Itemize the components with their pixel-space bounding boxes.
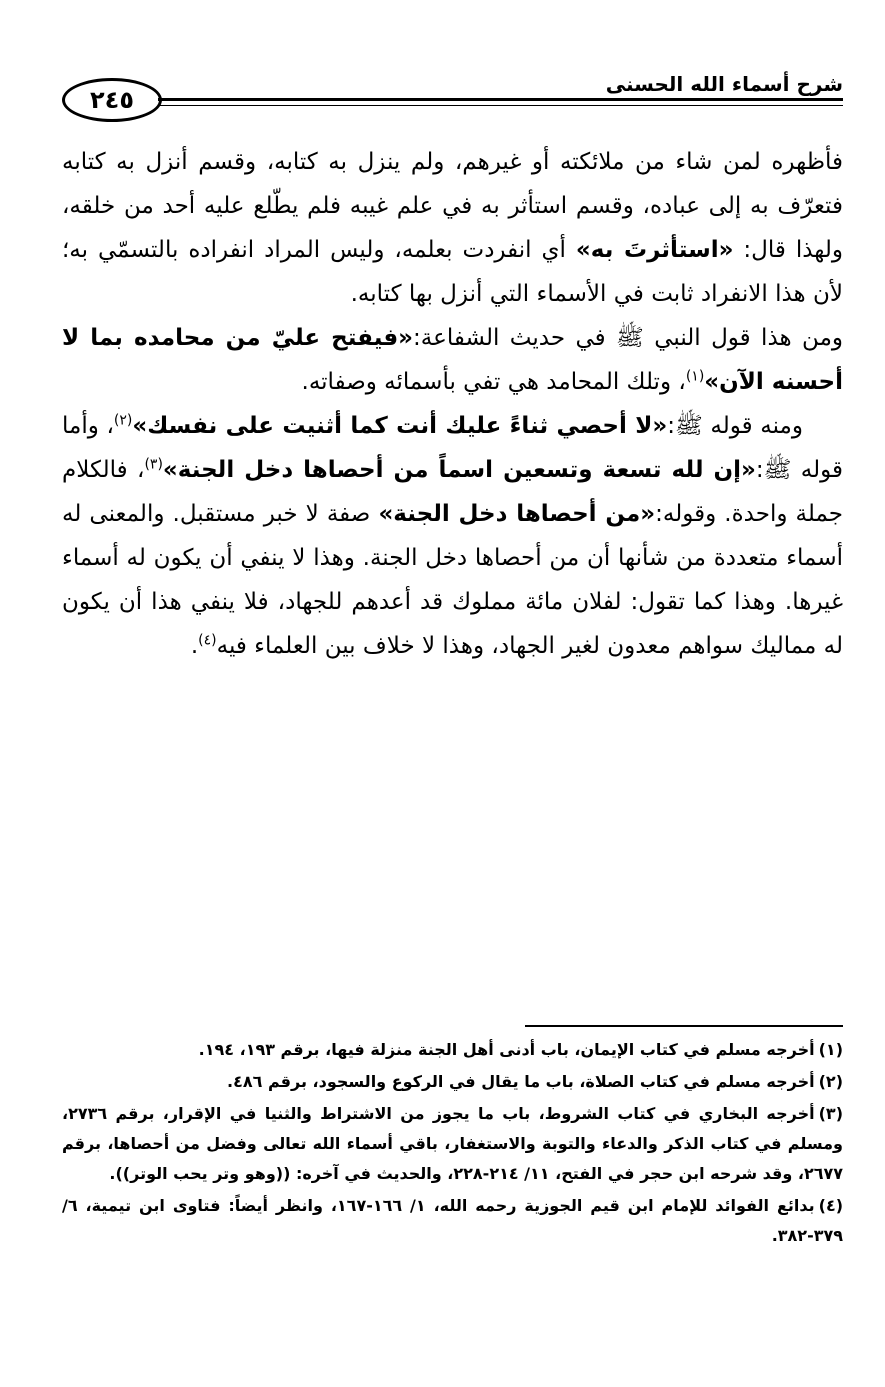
paragraph-3-text: ومنه قوله ﷺ: [667,413,803,439]
hadith-quote: «من أحصاها دخل الجنة» [378,501,656,527]
paragraph-2 [62,316,843,404]
paragraph-3-text-c: ، فالكلام جملة واحدة. وقوله: [62,457,843,527]
footnote-number: (٣) [818,1104,843,1123]
footnote-number: (٢) [818,1072,843,1091]
footnote-text: أخرجه مسلم في كتاب الصلاة، باب ما يقال في الركوع والسجود، برقم ٤٨٦. [227,1072,815,1091]
hadith-quote: «استأثرتَ به» [575,237,734,263]
footnote-number: (١) [818,1040,843,1059]
footnote-2 [62,1067,843,1097]
footnote-text: أخرجه مسلم في كتاب الإيمان، باب أدنى أهل الجنة منزلة فيها، برقم ١٩٣، ١٩٤. [198,1040,815,1059]
paragraph-2-text: ومن هذا قول النبي ﷺ في حديث الشفاعة: [413,325,843,351]
footnote-ref[interactable]: (٣) [144,456,163,473]
main-text [62,140,843,668]
footnote-1 [62,1035,843,1065]
running-title: شرح أسماء الله الحسنى [600,72,843,96]
hadith-quote: «لا أحصي ثناءً عليك أنت كما أثنيت على نفسك» [132,413,668,439]
page-header [62,70,843,130]
footnote-divider [525,1025,843,1027]
paragraph-1 [62,140,843,316]
footnote-ref[interactable]: (١) [685,368,705,385]
paragraph-3-text-b: ، وأما قوله ﷺ: [62,413,843,483]
footnote-text: بدائع الفوائد للإمام ابن قيم الجوزية رحمه الله، ١/ ١٦٦-١٦٧، وانظر أيضاً: فتاوى ابن تيمية، ٦/ ٣٧٩-٣٨٢. [62,1196,843,1245]
footnote-ref[interactable]: (٢) [113,412,133,429]
footnote-number: (٤) [818,1196,844,1215]
paragraph-3 [62,404,843,668]
paragraph-3-text-d: صفة لا خبر مستقبل. والمعنى له أسماء متعددة من شأنها أن من أحصاها دخل الجنة. وهذا لا ينفي أن يكون له أسماء غيرها. وهذا كما تقول: لفلان مائة مملوك قد أعدهم للجهاد، فلا ينفي هذا أن يكون له مماليك سواهم معدون لغير الجهاد، وهذا لا خلاف بين العلماء فيه [62,501,843,659]
header-rule [158,98,843,106]
footnote-text: أخرجه البخاري في كتاب الشروط، باب ما يجوز من الاشتراط والثنيا في الإقرار، برقم ٢٧٣٦، ومسلم في كتاب الذكر والدعاء والتوبة والاستغفار، باقي أسماء الله تعالى وفضل من أحصاها، برقم ٢٦٧٧، وقد شرحه ابن حجر في الفتح، ١١/ ٢١٤-٢٢٨، والحديث في آخره: ((وهو وتر يحب الوتر)). [62,1104,843,1183]
footnote-4 [62,1191,843,1251]
hadith-quote: «إن لله تسعة وتسعين اسماً من أحصاها دخل الجنة» [162,457,756,483]
page-number: ٢٤٥ [62,78,162,122]
paragraph-1-text: فأظهره لمن شاء من ملائكته أو غيرهم، ولم ينزل به كتابه، وقسم أنزل به كتابه فتعرّف به إلى عباده، وقسم استأثر به في علم غيبه فلم يطّلع عليه أحد من خلقه، ولهذا قال: [62,149,844,263]
hadith-quote: «فيفتح عليّ من محامده بما لا أحسنه الآن» [62,325,843,395]
paragraph-3-end: . [190,633,199,659]
paragraph-2-text-b: ، وتلك المحامد هي تفي بأسمائه وصفاته. [301,369,686,395]
footnotes [62,1035,843,1253]
footnote-3 [62,1099,843,1189]
footnote-ref[interactable]: (٤) [198,632,217,649]
paragraph-1-text-b: أي انفردت بعلمه، وليس المراد انفراده بالتسمّي به؛ لأن هذا الانفراد ثابت في الأسماء التي أنزل بها كتابه. [62,237,843,307]
